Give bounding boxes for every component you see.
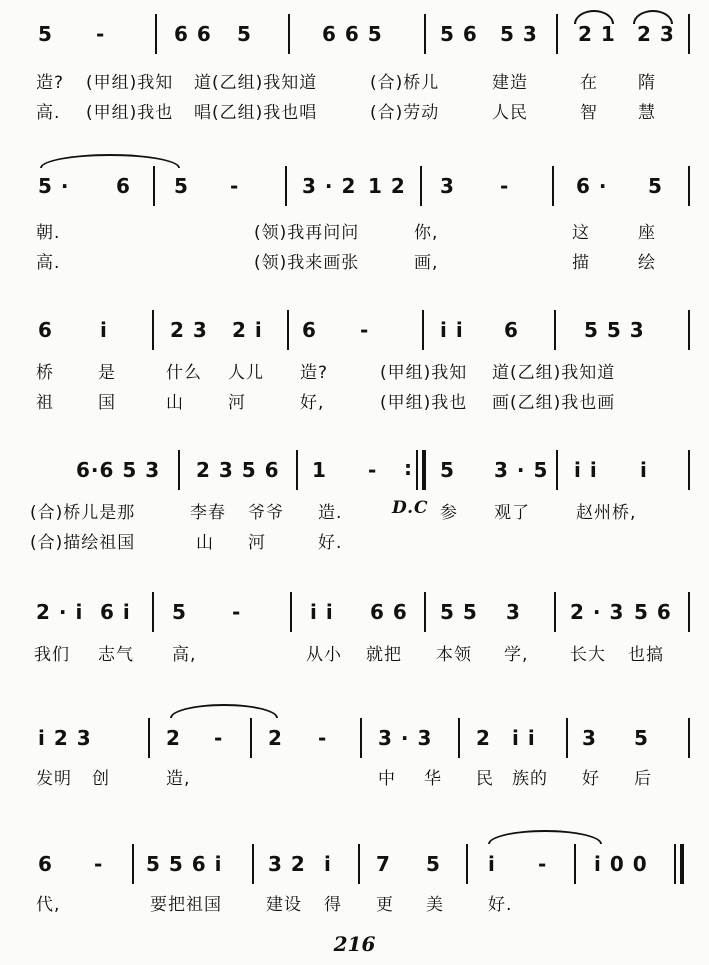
lyric-syllable: 是 [98, 363, 116, 383]
lyric-syllable: 造? [36, 73, 65, 93]
note: - [538, 852, 548, 876]
note: 5 6 [440, 22, 478, 46]
notation-line [0, 592, 709, 632]
note: i i [574, 458, 598, 482]
lyric-syllable: (合)描绘祖国 [30, 533, 136, 553]
note: 2 3 [170, 318, 208, 342]
note: 2 1 [578, 22, 616, 46]
barline [153, 166, 155, 206]
lyric-syllable: 本领 [436, 645, 472, 665]
dc-marking: D.C [392, 498, 429, 518]
lyric-syllable: 发明 [36, 769, 72, 789]
score-system-5 [0, 592, 709, 672]
lyric-syllable: 志气 [98, 645, 134, 665]
note: 5 5 3 [584, 318, 645, 342]
lyric-syllable: 民 [476, 769, 494, 789]
note: - [232, 600, 242, 624]
note: 5 5 [440, 600, 478, 624]
note: i [488, 852, 496, 876]
lyric-syllable: 河 [228, 393, 246, 413]
note: 2 [268, 726, 283, 750]
barline [688, 450, 690, 490]
lyric-syllable: 建造 [492, 73, 528, 93]
note: i i [440, 318, 464, 342]
lyric-syllable: 李春 [190, 503, 226, 523]
note: - [368, 458, 378, 482]
barline [674, 844, 676, 884]
barline [688, 718, 690, 758]
lyric-syllable: 我们 [34, 645, 70, 665]
barline [688, 310, 690, 350]
score-system-6 [0, 718, 709, 798]
barline [148, 718, 150, 758]
note: i 2 3 [38, 726, 92, 750]
lyric-syllable: 智 [580, 103, 598, 123]
notation-line [0, 844, 709, 884]
barline [132, 844, 134, 884]
lyric-line-2 [0, 528, 709, 553]
lyric-syllable: 建设 [266, 895, 302, 915]
note: - [214, 726, 224, 750]
lyric-syllable: (甲组)我知 [380, 363, 468, 383]
barline [688, 166, 690, 206]
lyric-syllable: 高. [36, 103, 61, 123]
lyric-syllable: 好. [318, 533, 343, 553]
note: 1 2 [368, 174, 406, 198]
lyric-syllable: 朝. [36, 223, 61, 243]
lyric-syllable: 造, [166, 769, 191, 789]
lyric-syllable: 这 [572, 223, 590, 243]
score-system-1 [0, 14, 709, 134]
barline [556, 450, 558, 490]
notation-line [0, 166, 709, 206]
note: 2 [166, 726, 181, 750]
note: 6·6 5 3 [76, 458, 161, 482]
lyric-syllable: 参 [440, 503, 458, 523]
lyric-line-2 [0, 98, 709, 123]
note: 5 [440, 458, 455, 482]
note: 3 · 3 [378, 726, 433, 750]
lyric-syllable: 描 [572, 253, 590, 273]
barline [574, 844, 576, 884]
barline [688, 592, 690, 632]
note: i i [512, 726, 536, 750]
lyric-syllable: 座 [638, 223, 656, 243]
barline [554, 310, 556, 350]
lyric-syllable: 好 [582, 769, 600, 789]
note: 2 [476, 726, 491, 750]
barline [296, 450, 298, 490]
barline [252, 844, 254, 884]
repeat-sign: : [404, 456, 412, 480]
lyric-syllable: 什么 [166, 363, 202, 383]
lyric-syllable: 道(乙组)我知道 [492, 363, 616, 383]
note: 6 [38, 852, 53, 876]
barline [287, 310, 289, 350]
slur [633, 10, 673, 24]
lyric-syllable: 后 [634, 769, 652, 789]
barline [424, 14, 426, 54]
note: - [318, 726, 328, 750]
lyric-syllable: (领)我再问问 [254, 223, 360, 243]
lyric-syllable: 长大 [570, 645, 606, 665]
slur [574, 10, 614, 24]
lyric-line-1 [0, 68, 709, 93]
lyric-syllable: (甲组)我也 [86, 103, 174, 123]
lyric-syllable: 观了 [494, 503, 530, 523]
lyric-syllable: 要把祖国 [150, 895, 222, 915]
note: 5 6 [634, 600, 672, 624]
lyric-syllable: 国 [98, 393, 116, 413]
barline [250, 718, 252, 758]
lyric-syllable: 更 [376, 895, 394, 915]
barline [552, 166, 554, 206]
note: - [96, 22, 106, 46]
note: 5 5 6 i [146, 852, 223, 876]
lyric-syllable: 创 [92, 769, 110, 789]
lyric-syllable: 山 [166, 393, 184, 413]
note: 5 [426, 852, 441, 876]
barline [680, 844, 684, 884]
barline [416, 450, 418, 490]
lyric-syllable: 慧 [638, 103, 656, 123]
lyric-line-1 [0, 358, 709, 383]
lyric-syllable: 赵州桥, [576, 503, 637, 523]
lyric-syllable: 就把 [366, 645, 402, 665]
note: 2 · 3 [570, 600, 625, 624]
note: - [500, 174, 510, 198]
barline [285, 166, 287, 206]
lyric-syllable: 高, [172, 645, 197, 665]
note: 5 [648, 174, 663, 198]
lyric-syllable: 人儿 [228, 363, 264, 383]
lyric-syllable: 好. [488, 895, 513, 915]
score-system-7 [0, 844, 709, 924]
barline [556, 14, 558, 54]
note: 1 [312, 458, 327, 482]
note: 5 [172, 600, 187, 624]
note: 5 [237, 22, 252, 46]
note: i [100, 318, 108, 342]
note: 2 · i [36, 600, 84, 624]
score-system-3 [0, 310, 709, 420]
note: 6 [38, 318, 53, 342]
lyric-line-2 [0, 388, 709, 413]
barline [566, 718, 568, 758]
barline [422, 450, 426, 490]
lyric-syllable: 道(乙组)我知道 [194, 73, 318, 93]
note: 7 [376, 852, 391, 876]
note: 6 6 [370, 600, 408, 624]
lyric-syllable: (合)桥儿 [370, 73, 440, 93]
note: 2 3 5 6 [196, 458, 280, 482]
barline [466, 844, 468, 884]
note: 6 · [576, 174, 608, 198]
note: i [640, 458, 648, 482]
lyric-syllable: (甲组)我知 [86, 73, 174, 93]
lyric-syllable: 美 [426, 895, 444, 915]
note: i [324, 852, 332, 876]
slur [40, 154, 180, 168]
lyric-syllable: 得 [324, 895, 342, 915]
barline [152, 592, 154, 632]
barline [422, 310, 424, 350]
lyric-line-1 [0, 640, 709, 665]
lyric-line-1 [0, 764, 709, 789]
lyric-syllable: 隋 [638, 73, 656, 93]
notation-line [0, 14, 709, 54]
lyric-syllable: (合)桥儿是那 [30, 503, 136, 523]
note: 5 [634, 726, 649, 750]
score-system-4 [0, 450, 709, 560]
note: 3 · 2 [302, 174, 357, 198]
lyric-syllable: 画, [414, 253, 439, 273]
barline [178, 450, 180, 490]
note: - [230, 174, 240, 198]
barline [152, 310, 154, 350]
lyric-syllable: 学, [504, 645, 529, 665]
lyric-syllable: (甲组)我也 [380, 393, 468, 413]
barline [420, 166, 422, 206]
lyric-syllable: 造? [300, 363, 329, 383]
lyric-syllable: 唱(乙组)我也唱 [194, 103, 318, 123]
barline [288, 14, 290, 54]
lyric-syllable: 画(乙组)我也画 [492, 393, 616, 413]
lyric-line-2 [0, 248, 709, 273]
slur [170, 704, 278, 718]
lyric-syllable: (领)我来画张 [254, 253, 360, 273]
note: 2 i [232, 318, 263, 342]
lyric-syllable: 人民 [492, 103, 528, 123]
lyric-syllable: (合)劳动 [370, 103, 440, 123]
note: 6 [302, 318, 317, 342]
note: 6 i [100, 600, 131, 624]
note: 5 [174, 174, 189, 198]
barline [424, 592, 426, 632]
lyric-syllable: 从小 [306, 645, 342, 665]
barline [360, 718, 362, 758]
score-system-2 [0, 166, 709, 276]
barline [688, 14, 690, 54]
lyric-syllable: 华 [424, 769, 442, 789]
notation-line [0, 450, 709, 490]
notation-line [0, 310, 709, 350]
lyric-syllable: 中 [378, 769, 396, 789]
lyric-syllable: 桥 [36, 363, 54, 383]
lyric-line-1 [0, 218, 709, 243]
note: i 0 0 [594, 852, 648, 876]
note: i i [310, 600, 334, 624]
barline [458, 718, 460, 758]
lyric-syllable: 你, [414, 223, 439, 243]
lyric-syllable: 绘 [638, 253, 656, 273]
note: 3 [506, 600, 521, 624]
note: 6 [504, 318, 519, 342]
note: 3 [440, 174, 455, 198]
lyric-syllable: 造. [318, 503, 343, 523]
note: 5 · [38, 174, 70, 198]
page-number: 216 [333, 932, 376, 956]
lyric-syllable: 也搞 [628, 645, 664, 665]
lyric-syllable: 好, [300, 393, 325, 413]
note: 3 2 [268, 852, 306, 876]
note: 3 [582, 726, 597, 750]
barline [358, 844, 360, 884]
note: - [94, 852, 104, 876]
note: - [360, 318, 370, 342]
lyric-line-1 [0, 890, 709, 915]
note: 2 3 [637, 22, 675, 46]
lyric-syllable: 代, [36, 895, 61, 915]
lyric-line-1 [0, 498, 709, 523]
lyric-syllable: 爷爷 [248, 503, 284, 523]
lyric-syllable: 族的 [512, 769, 548, 789]
note: 3 · 5 [494, 458, 549, 482]
barline [554, 592, 556, 632]
lyric-syllable: 在 [580, 73, 598, 93]
barline [155, 14, 157, 54]
note: 6 [116, 174, 131, 198]
notation-line [0, 718, 709, 758]
note: 6 6 5 [322, 22, 383, 46]
slur [488, 830, 602, 844]
lyric-syllable: 高. [36, 253, 61, 273]
lyric-syllable: 山 [196, 533, 214, 553]
note: 6 6 [174, 22, 212, 46]
note: 5 3 [500, 22, 538, 46]
lyric-syllable: 祖 [36, 393, 54, 413]
barline [290, 592, 292, 632]
lyric-syllable: 河 [248, 533, 266, 553]
note: 5 [38, 22, 53, 46]
